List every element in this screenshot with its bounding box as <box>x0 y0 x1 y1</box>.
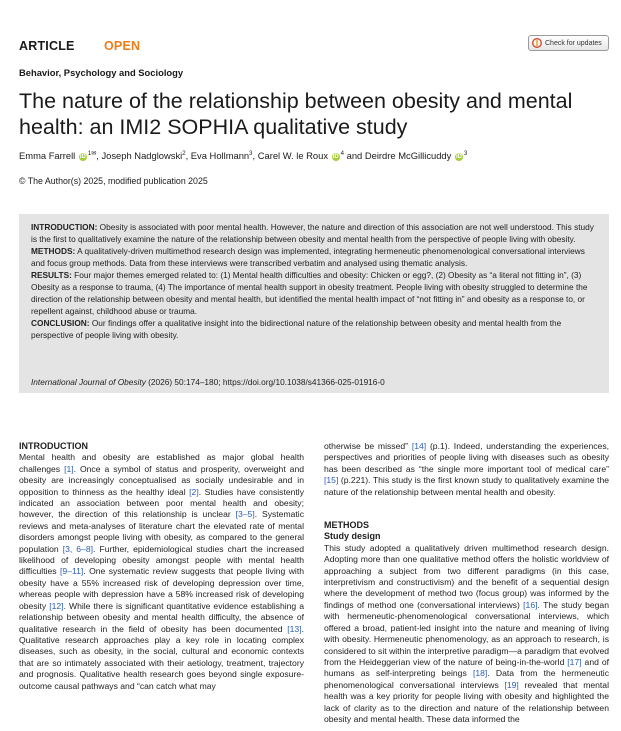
article-label: ARTICLE <box>19 39 75 53</box>
section-heading-introduction: INTRODUCTION <box>19 441 88 451</box>
abstract-methods <box>31 245 597 269</box>
body-text: This study adopted a qualitatively driven multimethod research design. Adopting more than one qualitative method offers the holistic worldview of approaching a subject from two different paradigms (in this case, interpretivism and constructivism) and the benefit of a sequential design where the development of method two (focus group) was informed by the findings of method one (conversational interviews) <box>324 542 609 610</box>
body-text: . Further, epidemiological studies chart the increased likelihood of developing obesity amongst people with mental health difficulties <box>19 543 305 577</box>
author-name[interactable]: , Joseph Nadglowski <box>96 150 183 162</box>
affiliation-sup: 3 <box>463 151 468 157</box>
reference-link[interactable]: [18] <box>472 668 488 679</box>
body-text: . One systematic review suggests that people living with obesity have a 55% increased risk of developing depression over time, whereas people with depression have a 58% increased risk of developing obesity <box>19 566 305 611</box>
section-heading-methods: METHODS <box>324 520 369 531</box>
reference-link[interactable]: [13] <box>287 623 302 634</box>
methods-paragraph <box>324 543 609 726</box>
introduction-paragraph <box>19 452 304 692</box>
reference-link[interactable]: [17] <box>567 656 582 667</box>
introduction-paragraph-continued <box>324 441 609 498</box>
abstract-text: Our findings offer a qualitative insight into the bidirectional nature of the relationship between obesity and mental health from the perspective of people living with obesity. <box>31 318 562 340</box>
body-text: . Qualitative research approaches play a key role in locating complex diseases, such as obesity, in the social, cultural and economic contexts that are so intimately associated with their aetiology, treatment, trajectory and prognosis. Qualitative health research goes beyond single exposure-outcome causal pathways and “can catch what may <box>19 623 304 691</box>
author-list <box>19 150 467 161</box>
abstract-text: Four major themes emerged related to: (1) Mental health difficulties and obesity: Chicken or egg?, (2) Obesity as “a literal not fitting in”, (3) Obesity as a response to trauma, (4) The importance of mental health support in obesity treatment. People living with obesity struggled to determine the direction of the relationship between obesity and mental health, but identified the mental health impact of “not fitting in” and obesity as a response to, or repellent against, childhood abuse or trauma. <box>31 270 588 316</box>
article-title: The nature of the relationship between obesity and mental health: an IMI2 SOPHIA qualitative study <box>19 89 573 139</box>
abstract-conclusion <box>31 317 597 341</box>
body-text: Mental health and obesity are established as major global health challenges <box>19 452 304 474</box>
reference-link[interactable]: [14] <box>411 441 427 451</box>
affiliation-sup: 2 <box>182 151 186 157</box>
orcid-icon[interactable]: iD <box>455 153 462 160</box>
body-text: (p.221). This study is the first known study to qualitatively examine the nature of the relationship between mental health and obesity. <box>324 475 609 497</box>
author-name[interactable]: , Eva Hollmann <box>185 150 250 162</box>
body-text: . The study began with hermeneutic-phenomenological conversational interviews, which offered a broad, patient-led insight into the nature and meaning of living with obesity. Hermeneutic phenomenology, as an approach to research, is considered to sit within the interpretive paradigm—a paradigm that evolved from the Heideggerian view of the nature of being-in-the-world <box>324 599 609 667</box>
reference-link[interactable]: [16] <box>523 599 538 610</box>
check-updates-icon <box>532 38 542 48</box>
author-name[interactable]: Emma Farrell <box>19 150 76 162</box>
body-text: . While there is significant quantitative evidence establishing a relationship between obesity and mental health difficulty, the absence of qualitative research in the field of obesity has been documented <box>19 600 304 634</box>
body-text: . Systematic reviews and meta-analyses of literature chart the elevated rate of mental disorders amongst people living with obesity, as compared to the general population <box>19 509 304 554</box>
body-text: and of humans as self-interpreting beings <box>324 656 609 679</box>
body-text: . Data from the hermeneutic phenomenological conversational interviews <box>324 668 609 690</box>
section-label: Behavior, Psychology and Sociology <box>19 67 184 78</box>
abstract-results <box>31 269 597 317</box>
abstract-heading: INTRODUCTION: <box>31 222 98 232</box>
check-for-updates-button[interactable] <box>528 35 609 51</box>
right-column <box>324 441 609 725</box>
reference-link[interactable]: [12] <box>49 600 64 611</box>
reference-link[interactable]: [15] <box>324 475 339 486</box>
abstract-box <box>19 214 609 393</box>
abstract-heading: CONCLUSION: <box>31 318 90 328</box>
body-text: otherwise be missed” <box>324 441 412 451</box>
reference-link[interactable]: [1] <box>64 463 74 474</box>
citation-line <box>31 377 385 387</box>
affiliation-sup: 1✉ <box>87 151 97 157</box>
body-text: revealed that mental health was a key priority for people living with obesity and highlighted the lack of clarity as to the direction and nature of the relationship between obesity and mental health. These data informed the <box>324 679 609 724</box>
abstract-text: A qualitatively-driven multimethod research design was implemented, integrating hermeneutic phenomenological conversational interviews and focus group methods. Data from these interviews were transcribed verbatim and analysed using thematic analysis. <box>31 246 585 268</box>
reference-link[interactable]: [3–5] <box>235 509 255 520</box>
body-text: . Once a symbol of status and prosperity, overweight and obesity are increasingly conceptualised as socially undesirable and in opposition to thinness as the healthy ideal <box>19 463 304 497</box>
author-name[interactable]: and Deirdre McGillicuddy <box>344 150 452 162</box>
reference-link[interactable]: [9–11] <box>60 566 84 577</box>
author-name[interactable]: , Carel W. le Roux <box>252 150 329 162</box>
open-access-label: OPEN <box>104 39 141 53</box>
check-for-updates-label: Check for updates <box>545 39 602 47</box>
abstract-introduction <box>31 221 597 245</box>
abstract-heading: RESULTS: <box>31 270 72 280</box>
subsection-heading-study-design: Study design <box>324 531 381 542</box>
left-column <box>19 441 304 692</box>
orcid-icon[interactable]: iD <box>79 153 86 160</box>
body-text: (p.1). Indeed, understanding the experiences, perspectives and priorities of people living with diseases such as obesity has been described as “the single more important tool of medical care” <box>324 441 609 474</box>
copyright-line: © The Author(s) 2025, modified publication 2025 <box>19 176 208 186</box>
abstract-heading: METHODS: <box>31 246 76 256</box>
journal-name: International Journal of Obesity <box>31 377 146 387</box>
affiliation-sup: 3 <box>249 151 253 157</box>
reference-link[interactable]: [19] <box>504 679 519 690</box>
orcid-icon[interactable]: iD <box>332 153 339 160</box>
affiliation-sup: 4 <box>340 151 344 157</box>
abstract-text: Obesity is associated with poor mental health. However, the nature and direction of this association are not well understood. This study is the first to qualitatively examine the nature of the relationship between obesity and mental health from the perspective of people living with obesity. <box>31 222 594 244</box>
citation-details[interactable]: (2026) 50:174–180; https://doi.org/10.1038/s41366-025-01916-0 <box>145 377 385 387</box>
reference-link[interactable]: [3, 6–8] <box>62 543 94 554</box>
body-text: . Studies have consistently indicated an association between poor mental health and obesity; however, the direction of this relationship is unclear <box>19 486 304 520</box>
reference-link[interactable]: [2] <box>189 486 199 497</box>
